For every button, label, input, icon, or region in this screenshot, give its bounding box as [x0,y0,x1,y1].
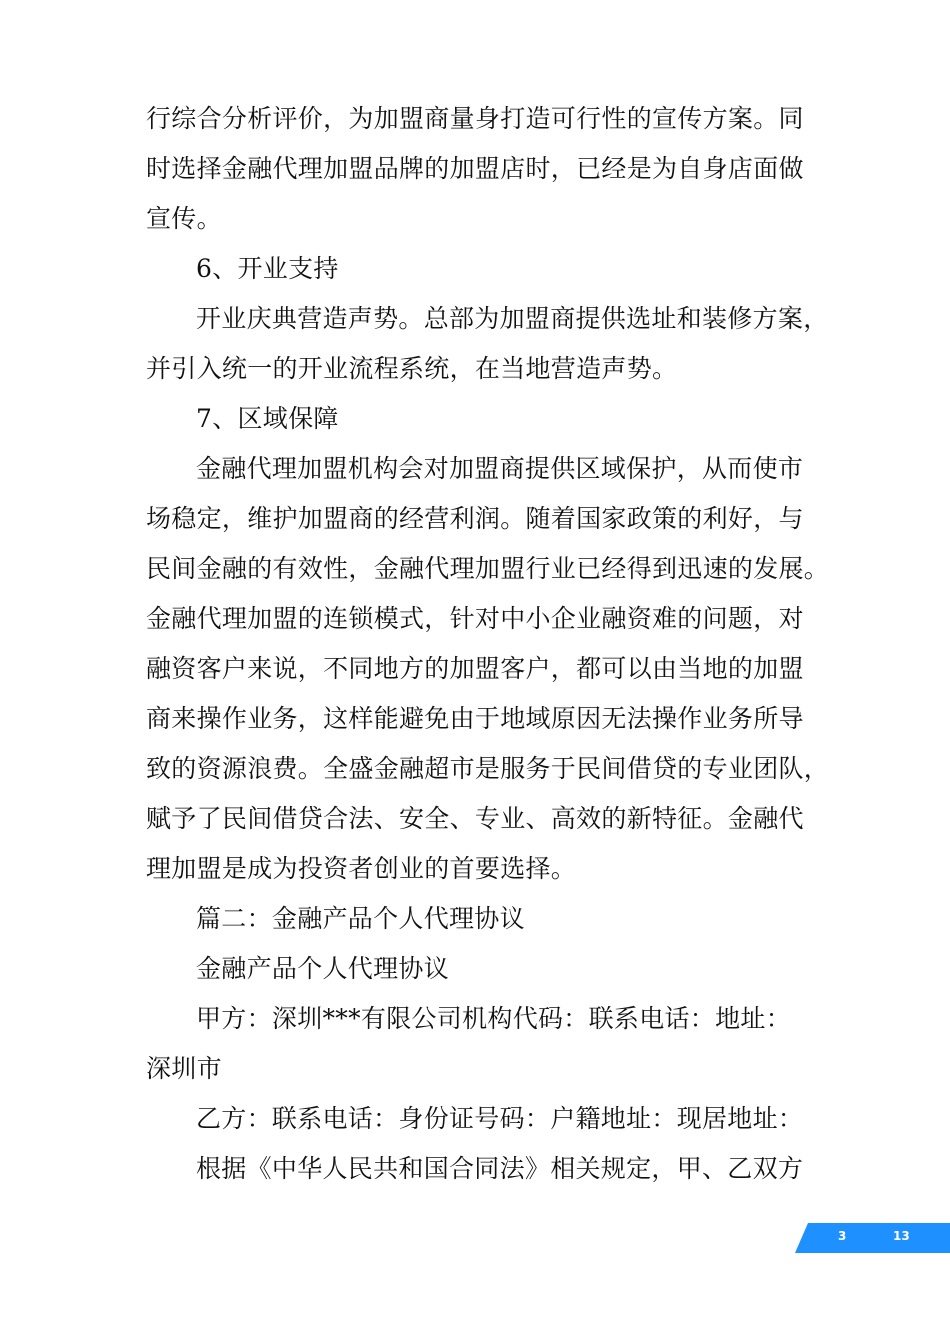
footer-banner [0,1223,950,1253]
body-line: 场稳定，维护加盟商的经营利润。随着国家政策的利好，与 [146,504,804,533]
body-line: 行综合分析评价，为加盟商量身打造可行性的宣传方案。同 [146,104,804,133]
page-footer [0,1223,950,1253]
section-heading: 7、区域保障 [196,404,339,433]
body-line: 民间金融的有效性，金融代理加盟行业已经得到迅速的发展。 [146,554,830,583]
chapter-heading: 篇二：金融产品个人代理协议 [196,904,525,933]
section-heading: 6、开业支持 [196,254,339,283]
total-pages-number: 13 [893,1229,910,1243]
body-line: 赋予了民间借贷合法、安全、专业、高效的新特征。金融代 [146,804,804,833]
body-line: 致的资源浪费。全盛金融超市是服务于民间借贷的专业团队， [146,754,830,783]
party-a-line: 甲方：深圳***有限公司机构代码：联系电话：地址： [196,1004,792,1033]
footer-accent-shape [795,1223,950,1253]
party-b-line: 乙方：联系电话：身份证号码：户籍地址：现居地址： [196,1104,804,1133]
body-line: 商来操作业务，这样能避免由于地域原因无法操作业务所导 [146,704,804,733]
agreement-title: 金融产品个人代理协议 [196,954,450,983]
body-line: 金融代理加盟的连锁模式，针对中小企业融资难的问题，对 [146,604,804,633]
body-line: 金融代理加盟机构会对加盟商提供区域保护，从而使市 [196,454,804,483]
body-line: 根据《中华人民共和国合同法》相关规定，甲、乙双方 [196,1154,804,1183]
current-page-number: 3 [838,1229,847,1243]
document-body [146,94,830,1194]
body-line: 融资客户来说，不同地方的加盟客户，都可以由当地的加盟 [146,654,804,683]
body-line: 理加盟是成为投资者创业的首要选择。 [146,854,577,883]
body-line: 时选择金融代理加盟品牌的加盟店时，已经是为自身店面做 [146,154,804,183]
body-line: 宣传。 [146,204,222,233]
body-line: 开业庆典营造声势。总部为加盟商提供选址和装修方案， [196,304,829,333]
body-line: 并引入统一的开业流程系统，在当地营造声势。 [146,354,678,383]
party-a-city: 深圳市 [146,1054,222,1083]
